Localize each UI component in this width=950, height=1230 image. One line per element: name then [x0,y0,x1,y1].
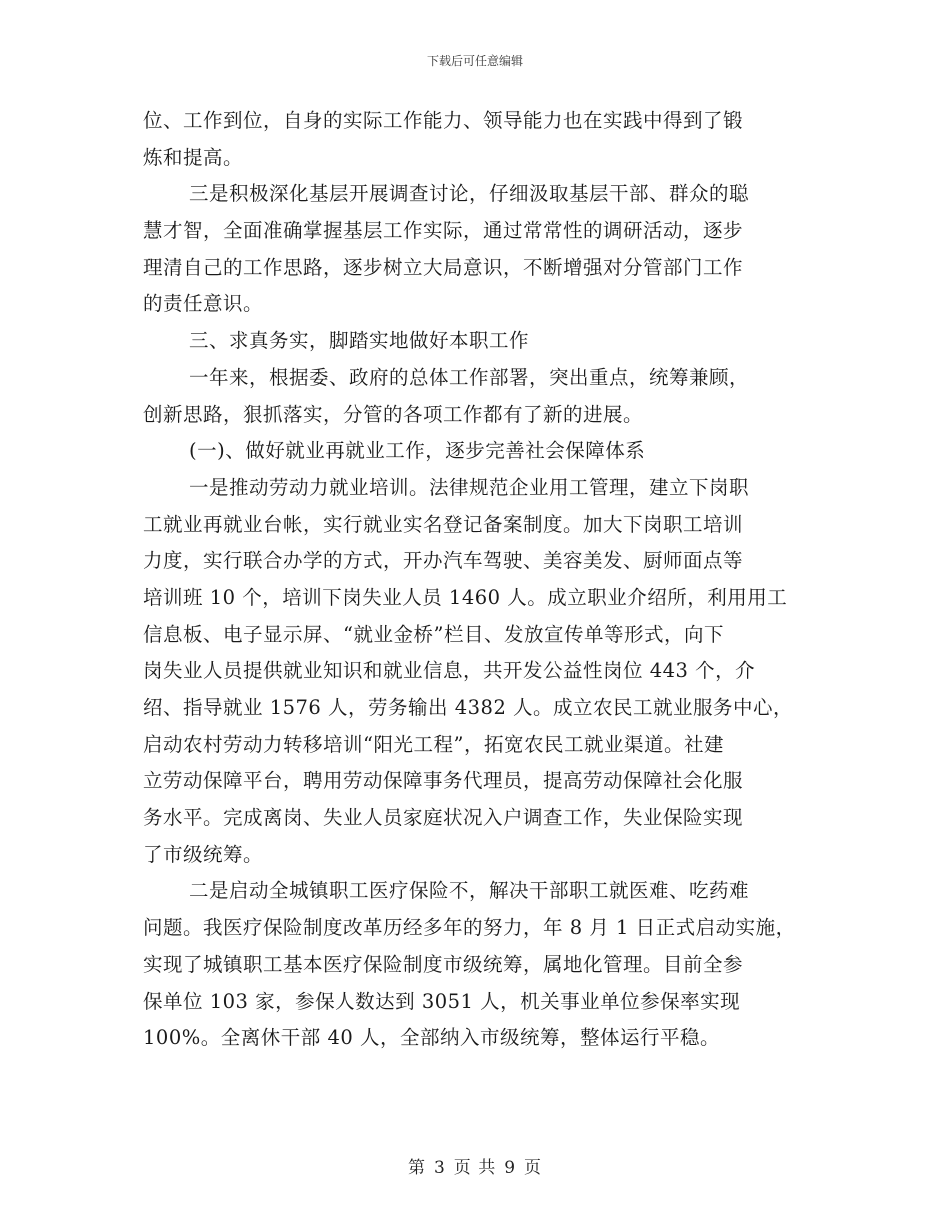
footer-current-page: 3 [433,1158,446,1178]
text-line: 的责任意识。 [143,292,264,316]
text-line: 二是启动全城镇职工医疗保险不，解决干部职工就医难、吃药难 [189,879,750,903]
footer-prefix: 第 [407,1158,426,1178]
text-line: 一年来，根据委、政府的总体工作部署，突出重点，统筹兼顾， [189,365,750,389]
text-line: 工就业再就业台帐，实行就业实名登记备案制度。加大下岗职工培训 [143,512,744,536]
text-line: 慧才智，全面准确掌握基层工作实际，通过常常性的调研活动，逐步 [143,219,744,243]
text-line: 绍、指导就业 1576 人，劳务输出 4382 人。成立农民工就业服务中心， [143,696,794,719]
text-line: (一)、做好就业再就业工作，逐步完善社会保障体系 [189,439,646,463]
text-line: 100%。全离休干部 40 人，全部纳入市级统筹，整体运行平稳。 [143,1026,720,1050]
page-header: 下载后可任意编辑 [426,54,523,68]
text-line: 岗失业人员提供就业知识和就业信息，共开发公益性岗位 443 个，介 [143,659,756,683]
document-body [143,103,823,1057]
text-line: 了市级统筹。 [143,842,264,866]
text-line: 位、工作到位，自身的实际工作能力、领导能力也在实践中得到了锻 [143,109,744,132]
text-line: 立劳动保障平台，聘用劳动保障事务代理员，提高劳动保障社会化服 [143,769,744,793]
text-line: 理清自己的工作思路，逐步树立大局意识，不断增强对分管部门工作 [143,255,744,279]
text-line: 炼和提高。 [143,145,244,169]
text-line: 实现了城镇职工基本医疗保险制度市级统筹，属地化管理。目前全参 [143,952,744,976]
footer-total-pages: 9 [504,1158,517,1178]
footer-suffix: 页 [524,1158,543,1178]
text-line: 创新思路，狠抓落实，分管的各项工作都有了新的进展。 [143,402,644,426]
text-line: 培训班 10 个，培训下岗失业人员 1460 人。成立职业介绍所，利用用工 [143,585,788,609]
text-line: 务水平。完成离岗、失业人员家庭状况入户调查工作，失业保险实现 [143,806,744,830]
text-line: 启动农村劳动力转移培训“阳光工程”，拓宽农民工就业渠道。社建 [143,732,724,756]
text-line: 保单位 103 家，参保人数达到 3051 人，机关事业单位参保率实现 [143,989,741,1013]
footer-middle: 页 共 [453,1158,497,1178]
text-line: 力度，实行联合办学的方式，开办汽车驾驶、美容美发、厨师面点等 [143,549,744,573]
text-line: 三、求真务实，脚踏实地做好本职工作 [189,329,530,353]
page-footer [0,1153,950,1178]
text-line: 信息板、电子显示屏、“就业金桥”栏目、发放宣传单等形式，向下 [143,622,724,646]
text-line: 三是积极深化基层开展调查讨论，仔细汲取基层干部、群众的聪 [189,182,750,206]
text-line: 问题。我医疗保险制度改革历经多年的努力，年 8 月 1 日正式启动实施， [143,916,796,940]
text-line: 一是推动劳动力就业培训。法律规范企业用工管理，建立下岗职 [189,475,750,499]
